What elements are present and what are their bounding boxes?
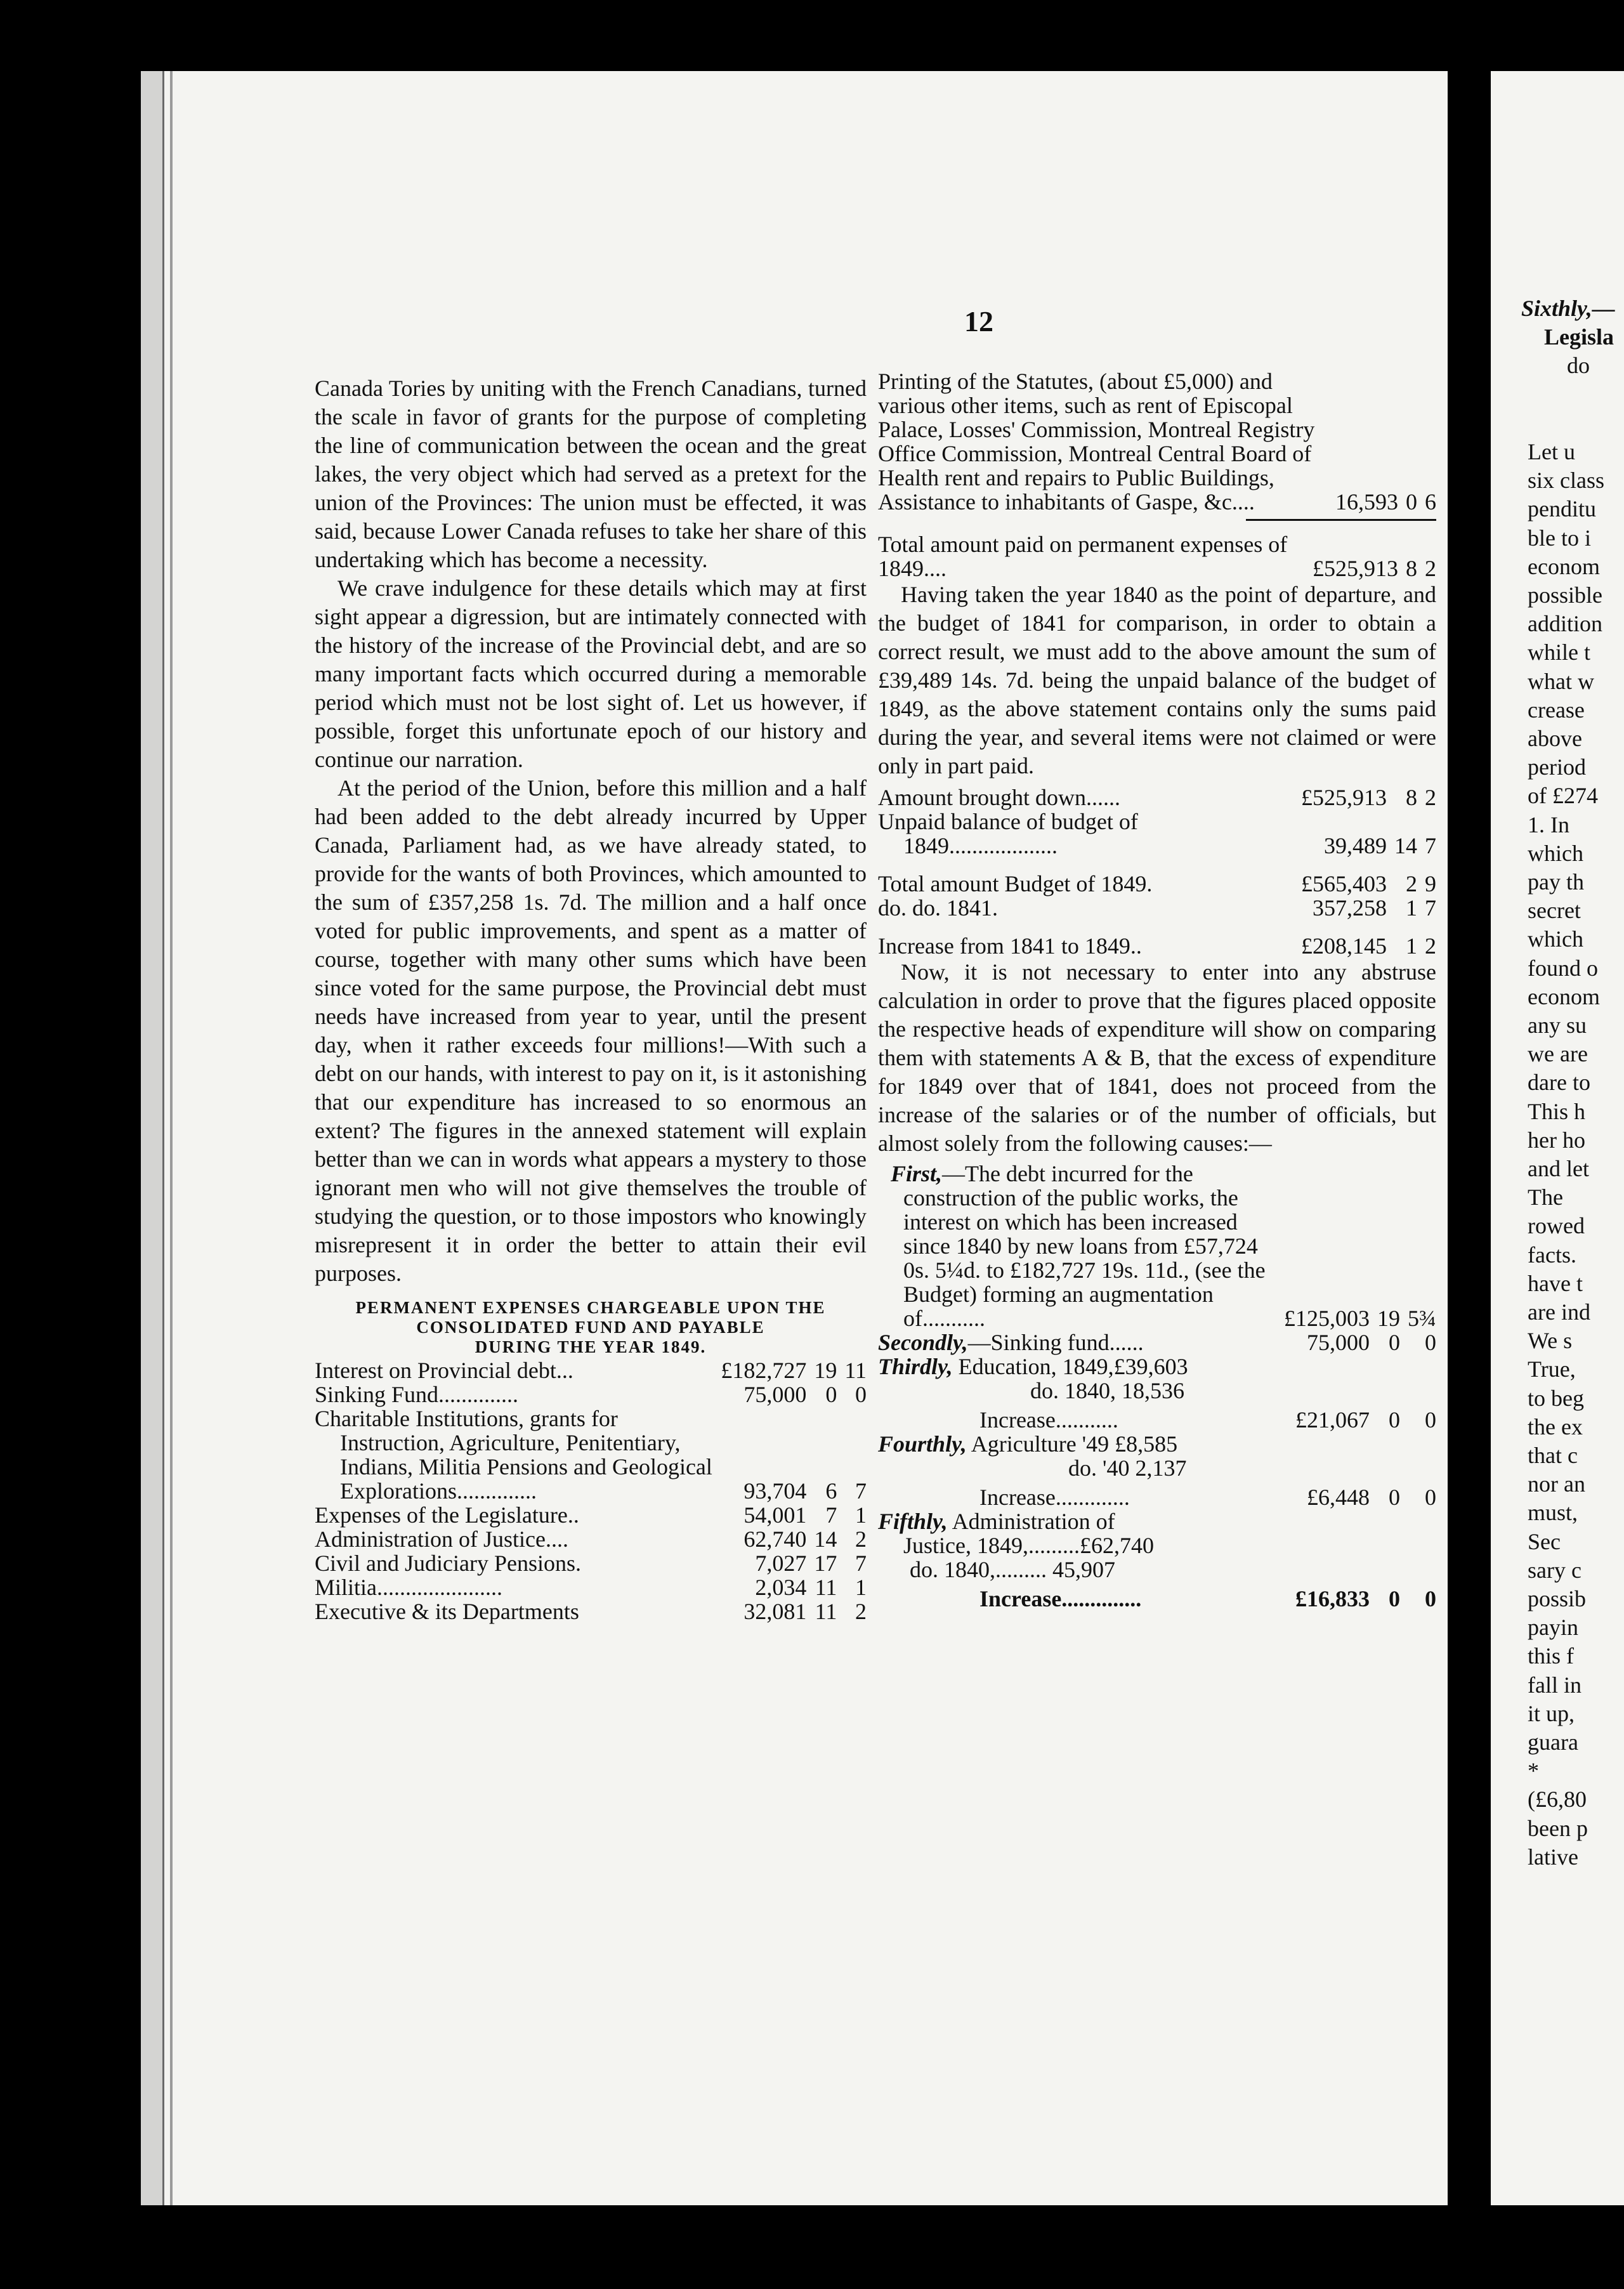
printing-shillings: 0 xyxy=(1406,489,1417,515)
facing-page xyxy=(1491,71,1624,2205)
table-row xyxy=(878,858,1436,896)
fifth-pence: 0 xyxy=(1425,1586,1436,1611)
table-row xyxy=(315,1527,867,1551)
facing-page-line: payin xyxy=(1528,1615,1578,1641)
second-text: —Sinking fund...... xyxy=(967,1330,1144,1355)
expenses-heading-line2: CONSOLIDATED FUND AND PAYABLE xyxy=(416,1318,765,1337)
facing-page-line: True, xyxy=(1528,1356,1576,1382)
total-table xyxy=(878,532,1436,580)
table-row xyxy=(878,810,1436,858)
facing-page-line: dare to xyxy=(1528,1070,1590,1096)
printing-table xyxy=(878,369,1436,514)
calc-label: Total amount Budget of 1849. xyxy=(878,871,1153,896)
second-pounds: 75,000 xyxy=(1307,1330,1370,1355)
facing-page-line: Sixthly,— xyxy=(1521,296,1615,321)
third-increase-label: Increase........... xyxy=(979,1407,1118,1433)
third-line1: Education, 1849,£39,603 xyxy=(958,1354,1188,1379)
table-row xyxy=(878,1162,1436,1330)
expense-pence: 7 xyxy=(855,1551,867,1576)
expense-label: Sinking Fund.............. xyxy=(315,1382,519,1407)
calc-label: Increase from 1841 to 1849.. xyxy=(878,933,1142,959)
facing-page-line: what w xyxy=(1528,668,1594,694)
expense-label: Administration of Justice.... xyxy=(315,1526,568,1552)
facing-page-line: rowed xyxy=(1528,1213,1585,1239)
facing-page-line: it up, xyxy=(1528,1700,1575,1726)
expense-pence: 1 xyxy=(855,1502,867,1528)
fifth-line3: do. 1840,......... 45,907 xyxy=(910,1557,1115,1582)
facing-page-line: econom xyxy=(1528,983,1600,1009)
facing-page-line: this f xyxy=(1528,1643,1575,1669)
expenses-heading-line3: DURING THE YEAR 1849. xyxy=(475,1337,707,1356)
expenses-table xyxy=(315,1358,867,1623)
calc-pence: 7 xyxy=(1425,895,1436,921)
left-column xyxy=(315,374,867,1623)
total-pounds: £525,913 xyxy=(1313,556,1398,581)
calc-pounds: £525,913 xyxy=(1301,785,1387,810)
page-gutter xyxy=(1448,71,1477,2205)
third-pounds: £21,067 xyxy=(1295,1407,1370,1433)
facing-page-line: her ho xyxy=(1528,1127,1585,1153)
expense-label: Executive & its Departments xyxy=(315,1599,579,1624)
facing-page-line: This h xyxy=(1528,1098,1586,1124)
calc-pounds: £565,403 xyxy=(1301,871,1387,896)
facing-page-line: the ex xyxy=(1528,1413,1583,1440)
facing-page-line: that c xyxy=(1528,1443,1578,1468)
facing-page-line: Sec xyxy=(1528,1528,1561,1554)
table-row xyxy=(878,369,1436,514)
causes-table xyxy=(878,1162,1436,1611)
expense-pounds: £182,727 xyxy=(721,1358,807,1383)
fifth-pounds: £16,833 xyxy=(1295,1586,1370,1611)
table-row xyxy=(878,896,1436,920)
table-row xyxy=(878,1379,1436,1403)
middle-paragraph-1: Having taken the year 1840 as the point of departure, and the budget of 1841 for comparison, in order to obtain a correct result, we must add to the above amount the sum of £39,489 14s. 7d. being the unpaid balance of the budget of 1849, as the above statement contains only the sums paid during the year, and several items were not claimed or were only in part paid. xyxy=(878,582,1436,778)
facing-page-line: found o xyxy=(1528,955,1598,981)
fifth-line1: Administration of xyxy=(952,1509,1115,1534)
printing-pounds: 16,593 xyxy=(1335,489,1398,515)
expense-shillings: 6 xyxy=(825,1478,837,1504)
fifth-increase-label: Increase.............. xyxy=(979,1586,1142,1611)
facing-page-line: ble to i xyxy=(1528,525,1591,551)
table-row xyxy=(315,1575,867,1599)
calc-pounds: 39,489 xyxy=(1324,833,1387,858)
calc-label: Unpaid balance of budget of 1849................... xyxy=(878,809,1138,858)
expense-shillings: 14 xyxy=(814,1526,837,1552)
expense-shillings: 11 xyxy=(815,1599,837,1624)
expense-pounds: 93,704 xyxy=(743,1478,807,1504)
table-row xyxy=(878,1480,1436,1509)
facing-page-line: of £274 xyxy=(1528,783,1598,809)
facing-page-line: we are xyxy=(1528,1041,1588,1067)
first-label: First, xyxy=(891,1161,943,1186)
calc-shillings: 2 xyxy=(1406,871,1417,896)
first-shillings: 19 xyxy=(1377,1306,1400,1331)
expenses-heading-line1: PERMANENT EXPENSES CHARGEABLE UPON THE xyxy=(355,1298,826,1317)
total-pence: 2 xyxy=(1425,556,1436,581)
page-edge-line xyxy=(170,71,173,2205)
facing-page-line: crease xyxy=(1528,697,1585,723)
fourth-pence: 0 xyxy=(1425,1485,1436,1510)
page-edge xyxy=(141,71,164,2205)
calc-shillings: 8 xyxy=(1406,785,1417,810)
table-row xyxy=(878,785,1436,810)
facing-page-line: possib xyxy=(1528,1586,1587,1611)
calc-pence: 2 xyxy=(1425,933,1436,959)
table-row xyxy=(315,1382,867,1407)
facing-page-line: (£6,80 xyxy=(1528,1787,1587,1813)
printing-label: Printing of the Statutes, (about £5,000) and various other items, such as rent of Episcopal Palace, Losses' Commission, Montreal Registry Office Commission, Montreal Central Board of Health rent and repairs to Public Buildings, Assistance to inhabitants of Gaspe, &c.... xyxy=(878,369,1315,515)
table-row xyxy=(315,1551,867,1575)
expense-shillings: 11 xyxy=(815,1575,837,1600)
left-paragraph-2: We crave indulgence for these details which may at first sight appear a digression, but are intimately connected with the history of the increase of the Provincial debt, and are so many important facts which occurred during a memorable period which must not be lost sight of. Let us however, if possible, forget this unfortunate epoch of our history and continue our narration. xyxy=(315,575,867,772)
facing-page-line: guara xyxy=(1528,1729,1578,1755)
table-row xyxy=(878,532,1436,580)
facing-page-line: Let u xyxy=(1528,439,1575,464)
expense-pence: 0 xyxy=(855,1382,867,1407)
calc-pence: 2 xyxy=(1425,785,1436,810)
expense-label: Militia...................... xyxy=(315,1575,502,1600)
expense-pence: 11 xyxy=(844,1358,867,1383)
second-pence: 0 xyxy=(1425,1330,1436,1355)
facing-page-line: must, xyxy=(1528,1500,1578,1526)
expense-label: Interest on Provincial debt... xyxy=(315,1358,573,1383)
expense-pounds: 2,034 xyxy=(755,1575,807,1600)
calc-pence: 7 xyxy=(1425,833,1436,858)
expense-pounds: 32,081 xyxy=(743,1599,807,1624)
expense-pence: 1 xyxy=(855,1575,867,1600)
table-row xyxy=(878,1509,1436,1533)
facing-page-line: are ind xyxy=(1528,1299,1590,1325)
facing-page-line: have t xyxy=(1528,1270,1583,1296)
fourth-line1: Agriculture '49 £8,585 xyxy=(971,1431,1178,1457)
calc-shillings: 1 xyxy=(1406,933,1417,959)
table-row xyxy=(878,1582,1436,1611)
expense-pounds: 62,740 xyxy=(743,1526,807,1552)
facing-page-line: Legisla xyxy=(1544,324,1614,350)
table-row xyxy=(878,1558,1436,1582)
facing-page-line: pay th xyxy=(1528,869,1584,895)
third-line2: do. 1840, 18,536 xyxy=(1030,1378,1184,1403)
left-paragraph-1: Canada Tories by uniting with the French Canadians, turned the scale in favor of grants for the purpose of completing the line of communication between the ocean and the great lakes, the very object which had served as a pretext for the union of the Provinces: The union must be effected, it was said, because Lower Canada refuses to take her share of this undertaking which has become a necessity. xyxy=(315,376,867,572)
calc-shillings: 14 xyxy=(1394,833,1417,858)
expenses-heading xyxy=(315,1298,867,1357)
first-pence: 5¾ xyxy=(1408,1306,1436,1331)
facing-page-line: 1. In xyxy=(1528,811,1569,837)
second-label: Secondly, xyxy=(878,1330,968,1355)
table-row xyxy=(878,1456,1436,1480)
first-pounds: £125,003 xyxy=(1284,1306,1370,1331)
printing-pence: 6 xyxy=(1425,489,1436,515)
fifth-line2: Justice, 1849,.........£62,740 xyxy=(903,1533,1154,1558)
table-row xyxy=(878,1403,1436,1432)
table-row xyxy=(315,1599,867,1623)
calc-shillings: 1 xyxy=(1406,895,1417,921)
expense-pence: 2 xyxy=(855,1599,867,1624)
table-row xyxy=(878,1354,1436,1379)
fourth-pounds: £6,448 xyxy=(1307,1485,1370,1510)
expense-label: Charitable Institutions, grants for Instruction, Agriculture, Penitentiary, Indians, Militia Pensions and Geological Explorations.............. xyxy=(315,1406,712,1504)
facing-page-line: sary c xyxy=(1528,1557,1581,1583)
third-label: Thirdly, xyxy=(878,1354,953,1379)
facing-page-line: lative xyxy=(1528,1844,1578,1870)
facing-page-line: been p xyxy=(1528,1815,1588,1841)
facing-page-line: fall in xyxy=(1528,1672,1581,1698)
calc-label: Amount brought down...... xyxy=(878,785,1120,810)
first-text: —The debt incurred for the construction of the public works, the interest on which has been increased since 1840 by new loans from £57,724 0s. 5¼d. to £182,727 19s. 11d., (see the Budget) forming an augmentation of........... xyxy=(903,1161,1266,1331)
facing-page-line: possible xyxy=(1528,582,1603,608)
expense-label: Civil and Judiciary Pensions. xyxy=(315,1551,581,1576)
facing-page-line: any su xyxy=(1528,1013,1587,1038)
expense-label: Expenses of the Legislature.. xyxy=(315,1502,579,1528)
expense-shillings: 7 xyxy=(825,1502,837,1528)
calc-table xyxy=(878,785,1436,958)
table-row xyxy=(878,1330,1436,1354)
calc-pounds: £208,145 xyxy=(1301,933,1387,959)
facing-page-line: nor an xyxy=(1528,1471,1585,1497)
fifth-shillings: 0 xyxy=(1389,1586,1400,1611)
middle-paragraph-2: Now, it is not necessary to enter into any abstruse calculation in order to prove that the figures placed opposite the respective heads of expenditure will show on comparing them with statements A & B, that the excess of expenditure for 1849 over that of 1841, does not proceed from the increase of the salaries or of the number of officials, but almost solely from the following causes:— xyxy=(878,959,1436,1156)
table-row xyxy=(315,1407,867,1503)
facing-page-line: period xyxy=(1528,754,1586,780)
second-shillings: 0 xyxy=(1389,1330,1400,1355)
facing-page-line: above xyxy=(1528,726,1582,751)
table-row xyxy=(315,1358,867,1382)
facing-page-line: We s xyxy=(1528,1328,1573,1354)
total-shillings: 8 xyxy=(1406,556,1417,581)
facing-page-line: to beg xyxy=(1528,1385,1584,1411)
total-label: Total amount paid on permanent expenses of 1849.... xyxy=(878,532,1288,581)
middle-column xyxy=(878,369,1436,1611)
table-row xyxy=(878,920,1436,958)
facing-page-line: six class xyxy=(1528,468,1604,494)
page-number: 12 xyxy=(964,305,993,338)
expense-shillings: 19 xyxy=(814,1358,837,1383)
expense-shillings: 0 xyxy=(825,1382,837,1407)
expense-pounds: 54,001 xyxy=(743,1502,807,1528)
third-shillings: 0 xyxy=(1389,1407,1400,1433)
facing-page-line: addition xyxy=(1528,611,1602,637)
fourth-label: Fourthly, xyxy=(878,1431,967,1457)
facing-page-line: which xyxy=(1528,840,1583,866)
facing-page-line: penditu xyxy=(1528,496,1596,522)
fourth-shillings: 0 xyxy=(1389,1485,1400,1510)
table-row xyxy=(315,1503,867,1527)
calc-label: do. do. 1841. xyxy=(878,895,998,921)
table-row xyxy=(878,1432,1436,1456)
facing-page-line: facts. xyxy=(1528,1242,1576,1268)
table-row xyxy=(878,1533,1436,1558)
expense-pence: 2 xyxy=(855,1526,867,1552)
fifth-label: Fifthly, xyxy=(878,1509,948,1534)
facing-page-line: while t xyxy=(1528,639,1590,666)
rule xyxy=(1246,519,1436,521)
facing-page-line: The xyxy=(1528,1184,1563,1210)
expense-pounds: 75,000 xyxy=(743,1382,807,1407)
left-paragraph-3: At the period of the Union, before this million and a half had been added to the debt already incurred by Upper Canada, Parliament had, as we have already stated, to provide for the wants of both Provinces, which amounted to the sum of £357,258 1s. 7d. The million and a half once voted for public improvements, and spent as a matter of course, together with many other sums which have been since voted for the same purpose, the Provincial debt must needs have increased from year to year, until the present day, when it rather exceeds four millions!—With such a debt on our hands, with interest to pay on it, is it astonishing that our expenditure has increased to so enormous an extent? The figures in the annexed statement will explain better than we can in words what appears a mystery to those ignorant men who will not give themselves the trouble of studying the question, or to those impostors who knowingly misrepresent it in order the better to attain their evil purposes. xyxy=(315,775,867,1286)
expense-shillings: 17 xyxy=(814,1551,837,1576)
facing-page-line: do xyxy=(1567,353,1590,379)
fourth-increase-label: Increase............. xyxy=(979,1485,1130,1510)
expense-pounds: 7,027 xyxy=(755,1551,807,1576)
facing-page-line: secret xyxy=(1528,898,1581,924)
calc-pounds: 357,258 xyxy=(1313,895,1387,921)
fourth-line2: do. '40 2,137 xyxy=(1068,1455,1187,1481)
expense-pence: 7 xyxy=(855,1478,867,1504)
facing-page-line: which xyxy=(1528,926,1583,952)
third-pence: 0 xyxy=(1425,1407,1436,1433)
facing-page-line: econom xyxy=(1528,553,1600,579)
facing-page-line: and let xyxy=(1528,1156,1589,1181)
calc-pence: 9 xyxy=(1425,871,1436,896)
book-page xyxy=(141,71,1477,2205)
facing-page-line: * xyxy=(1528,1758,1539,1784)
